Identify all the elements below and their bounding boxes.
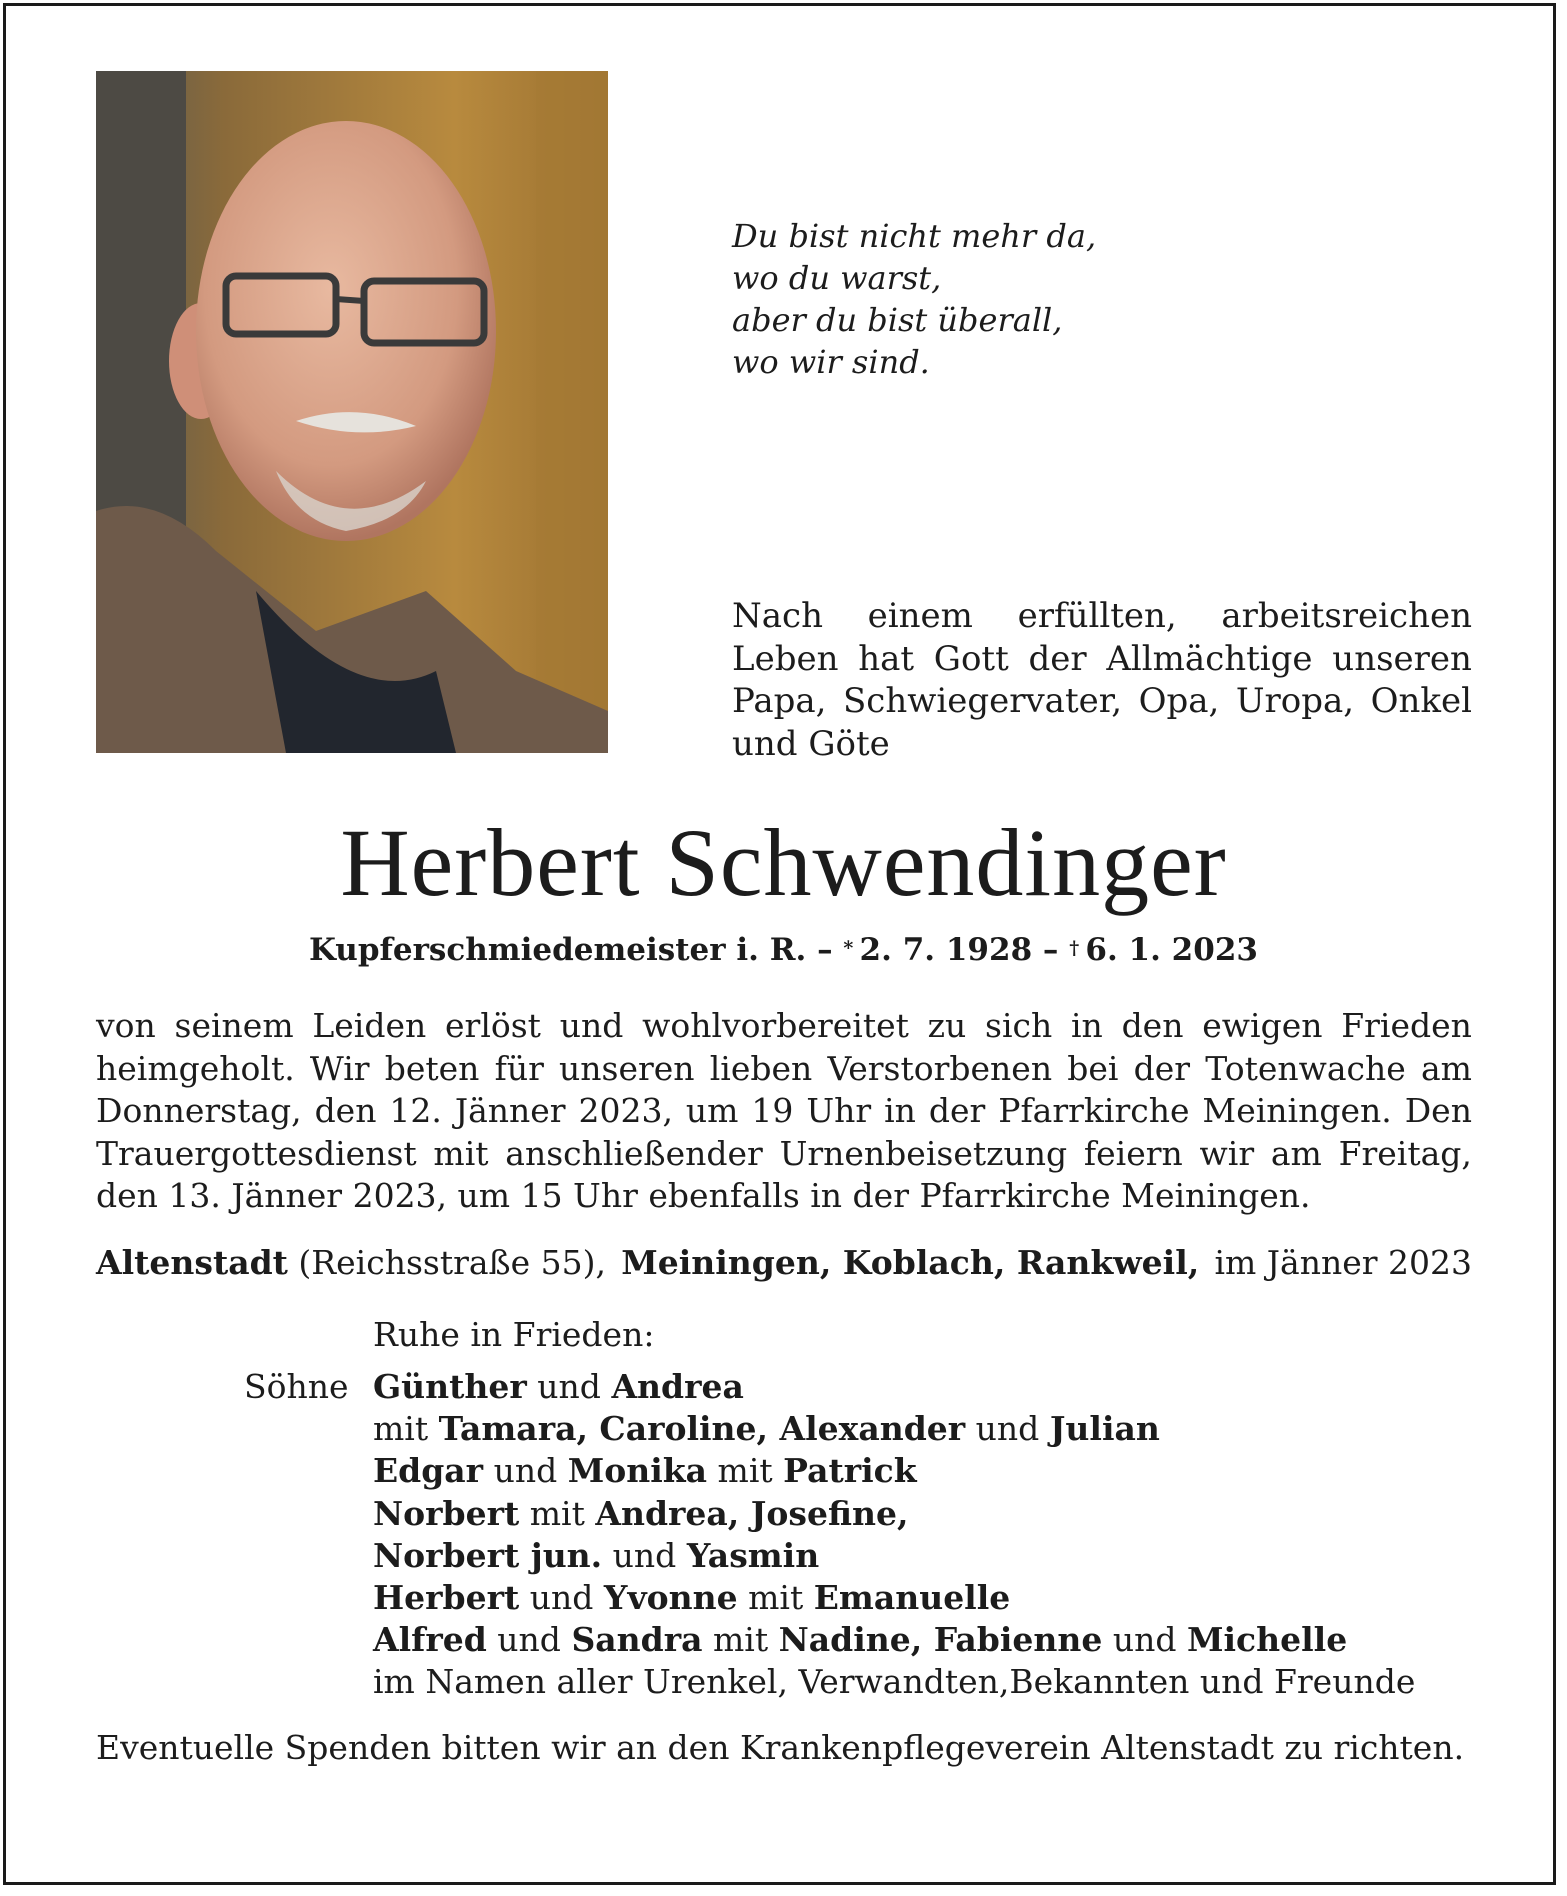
- portrait-illustration: [96, 71, 608, 753]
- location-places: Meiningen, Koblach, Rankweil,: [621, 1243, 1200, 1282]
- word: der: [1133, 1048, 1191, 1088]
- word: Trauergottesdienst: [96, 1133, 417, 1173]
- word: Frieden: [1341, 1006, 1472, 1045]
- word: am: [1270, 1133, 1322, 1173]
- family-line: Edgar und Monika mit Patrick: [373, 1451, 917, 1491]
- word: feiern: [1083, 1133, 1183, 1173]
- word: Freitag,: [1338, 1133, 1472, 1173]
- family-line: Günther und Andrea: [373, 1367, 744, 1406]
- birth-date: 2. 7. 1928 –: [859, 932, 1059, 968]
- word: und: [559, 1006, 624, 1045]
- death-symbol: †: [1069, 937, 1080, 959]
- intro-line: Papa, Schwiegervater, Opa, Uropa, Onkel: [732, 681, 1472, 721]
- intro-line: Leben hat Gott der Allmächtige unseren: [732, 638, 1472, 679]
- word: erlöst: [445, 1006, 541, 1045]
- word: wir: [1199, 1133, 1255, 1173]
- word: Meiningen.: [1202, 1091, 1392, 1130]
- intro-line: Nach einem erfüllten, arbeitsreichen: [732, 596, 1472, 636]
- word: Urnenbeisetzung: [779, 1133, 1068, 1173]
- word: seinem: [174, 1006, 294, 1045]
- word: bei: [1067, 1048, 1119, 1088]
- announcement-line: [96, 1048, 1472, 1091]
- word: wohlvorbereitet: [642, 1006, 909, 1045]
- intro-paragraph: [732, 595, 1472, 765]
- word: heimgeholt.: [96, 1048, 295, 1088]
- family-line: Norbert mit Andrea, Josefine,: [373, 1493, 909, 1533]
- memorial-poem: [732, 215, 1352, 383]
- family-line: mit Tamara, Caroline, Alexander und Julian: [373, 1409, 1160, 1449]
- word: beten: [384, 1048, 480, 1088]
- life-dates: [0, 930, 1567, 970]
- word: Den: [1404, 1091, 1472, 1130]
- poem-line: wo du warst,: [732, 259, 942, 297]
- word: anschließender: [505, 1133, 763, 1173]
- word: von: [96, 1006, 156, 1045]
- word: 12.: [389, 1091, 442, 1130]
- word: Uhr: [806, 1091, 872, 1130]
- location-place: Altenstadt: [96, 1243, 288, 1282]
- family-line: Alfred und Sandra mit Nadine, Fabienne und Michelle: [373, 1620, 1348, 1660]
- poem-line: aber du bist überall,: [732, 301, 1063, 339]
- service-announcement: [96, 1005, 1472, 1218]
- announcement-line: [96, 1005, 1472, 1048]
- word: Wir: [309, 1048, 370, 1088]
- word: um: [685, 1091, 739, 1130]
- announcement-line: den 13. Jänner 2023, um 15 Uhr ebenfalls in der Pfarrkirche Meiningen.: [96, 1176, 1311, 1215]
- word: 19: [751, 1091, 794, 1130]
- birth-symbol: *: [843, 937, 854, 959]
- word: für: [494, 1048, 544, 1088]
- word: ewigen: [1202, 1006, 1323, 1045]
- word: Leiden: [312, 1006, 427, 1045]
- family-line: Norbert jun. und Yasmin: [373, 1535, 820, 1575]
- word: Jänner: [454, 1091, 566, 1130]
- sons-label: Söhne: [244, 1367, 349, 1406]
- profession: Kupferschmiedemeister i. R. –: [309, 932, 833, 968]
- location-date-line: [96, 1242, 1472, 1284]
- word: in: [1071, 1006, 1103, 1045]
- rip-heading: Ruhe in Frieden:: [373, 1315, 655, 1354]
- word: Totenwache: [1205, 1048, 1406, 1088]
- word: zu: [927, 1006, 967, 1045]
- word: Verstorbenen: [827, 1048, 1053, 1088]
- portrait-photo: [96, 71, 608, 753]
- announcement-line: [96, 1090, 1472, 1133]
- donation-note: Eventuelle Spenden bitten wir an den Krankenpflegeverein Altenstadt zu richten.: [96, 1728, 1465, 1767]
- deceased-name: Herbert Schwendinger: [340, 809, 1227, 916]
- family-line: im Namen aller Urenkel, Verwandten,Bekannten und Freunde: [373, 1662, 1416, 1702]
- word: sich: [985, 1006, 1053, 1045]
- word: der: [928, 1091, 986, 1130]
- poem-line: wo wir sind.: [732, 343, 930, 381]
- poem-line: Du bist nicht mehr da,: [732, 217, 1097, 255]
- death-date: 6. 1. 2023: [1085, 932, 1258, 968]
- word: Donnerstag,: [96, 1091, 302, 1130]
- intro-line: und Göte: [732, 723, 890, 764]
- word: mit: [433, 1133, 489, 1173]
- announcement-line: [96, 1133, 1472, 1176]
- word: am: [1420, 1048, 1472, 1088]
- family-list: [373, 1366, 1415, 1704]
- word: unseren: [559, 1048, 695, 1088]
- word: Pfarrkirche: [998, 1091, 1190, 1130]
- location-address: (Reichsstraße 55),: [298, 1243, 606, 1282]
- family-line: Herbert und Yvonne mit Emanuelle: [373, 1578, 1011, 1618]
- word: den: [314, 1091, 377, 1130]
- word: in: [884, 1091, 916, 1130]
- word: lieben: [709, 1048, 813, 1088]
- word: den: [1121, 1006, 1184, 1045]
- location-date: im Jänner 2023: [1214, 1243, 1472, 1282]
- word: 2023,: [578, 1091, 673, 1130]
